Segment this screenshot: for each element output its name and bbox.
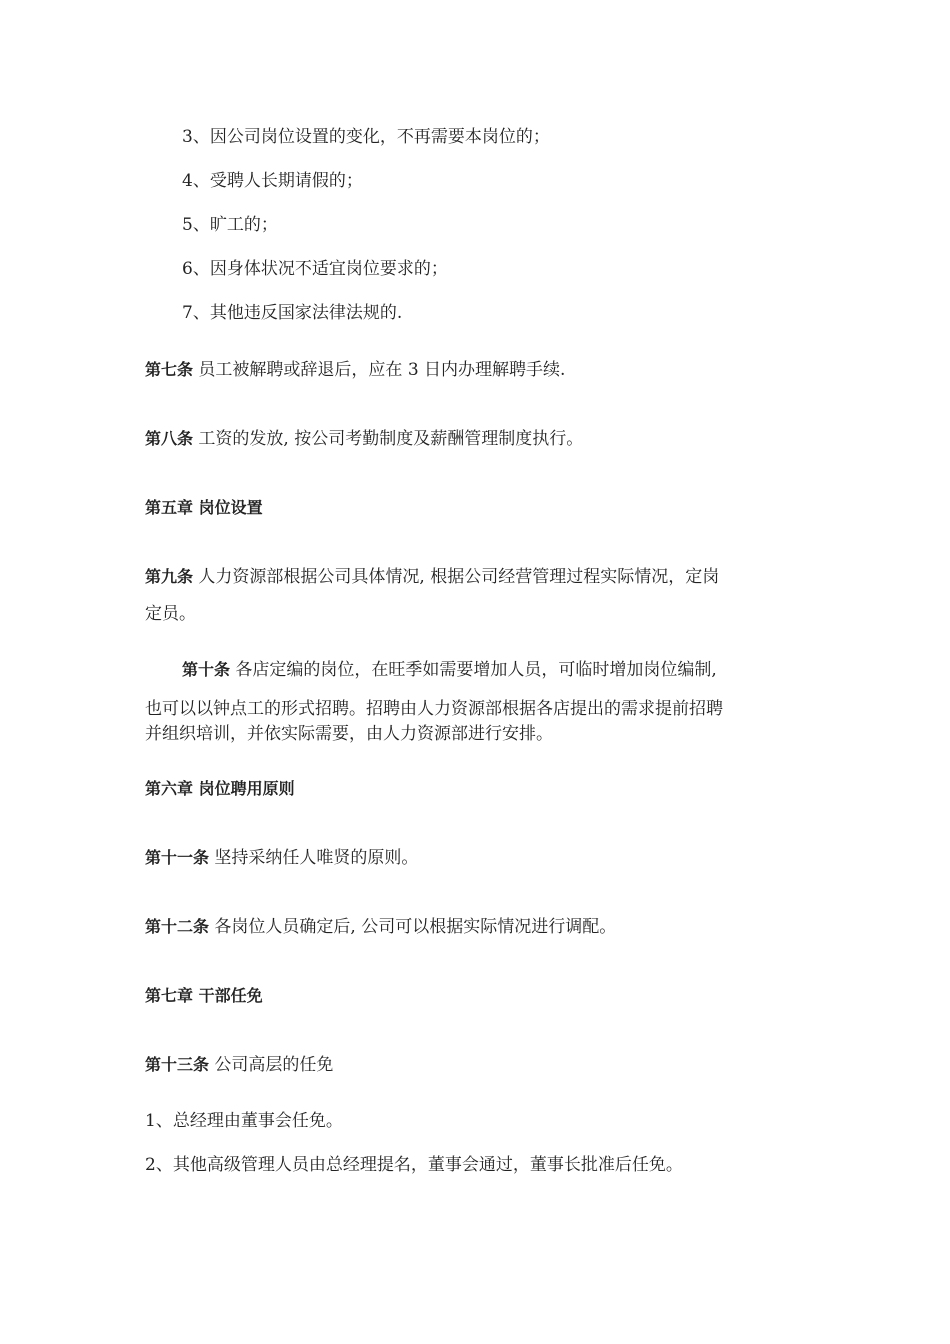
article-9	[145, 567, 719, 587]
list-item: 2、其他高级管理人员由总经理提名，董事会通过，董事长批准后任免。	[145, 1155, 683, 1175]
list-item: 3、因公司岗位设置的变化，不再需要本岗位的；	[182, 127, 550, 147]
article-11	[145, 848, 418, 868]
article-text: 员工被解聘或辞退后，应在 3 日内办理解聘手续.	[193, 360, 566, 380]
article-text-continuation: 定员。	[145, 604, 196, 624]
article-text: 人力资源部根据公司具体情况, 根据公司经营管理过程实际情况，定岗	[193, 567, 720, 587]
article-12	[145, 917, 616, 937]
article-10	[182, 660, 717, 680]
article-text-continuation: 并组织培训，并依实际需要，由人力资源部进行安排。	[145, 724, 553, 744]
chapter-heading: 第五章 岗位设置	[145, 498, 263, 517]
article-text: 各店定编的岗位，在旺季如需要增加人员，可临时增加岗位编制,	[230, 660, 717, 680]
chapter-heading: 第六章 岗位聘用原则	[145, 779, 295, 798]
list-item: 7、其他违反国家法律法规的.	[182, 303, 403, 323]
article-8	[145, 429, 583, 449]
article-13	[145, 1055, 333, 1075]
article-label: 第十一条	[145, 848, 210, 867]
article-text-continuation: 也可以以钟点工的形式招聘。招聘由人力资源部根据各店提出的需求提前招聘	[145, 699, 723, 719]
article-text: 各岗位人员确定后, 公司可以根据实际情况进行调配。	[209, 917, 617, 937]
list-item: 4、受聘人长期请假的；	[182, 171, 363, 191]
article-text: 工资的发放, 按公司考勤制度及薪酬管理制度执行。	[193, 429, 584, 449]
list-item: 1、总经理由董事会任免。	[145, 1111, 343, 1131]
article-label: 第十三条	[145, 1055, 210, 1074]
article-label: 第十条	[182, 660, 231, 679]
article-label: 第九条	[145, 567, 194, 586]
list-item: 6、因身体状况不适宜岗位要求的；	[182, 259, 448, 279]
article-text: 坚持采纳任人唯贤的原则。	[209, 848, 419, 868]
article-label: 第七条	[145, 360, 194, 379]
article-label: 第十二条	[145, 917, 210, 936]
chapter-heading: 第七章 干部任免	[145, 986, 263, 1005]
list-item: 5、旷工的；	[182, 215, 278, 235]
article-label: 第八条	[145, 429, 194, 448]
article-7	[145, 360, 565, 380]
article-text: 公司高层的任免	[209, 1055, 334, 1075]
